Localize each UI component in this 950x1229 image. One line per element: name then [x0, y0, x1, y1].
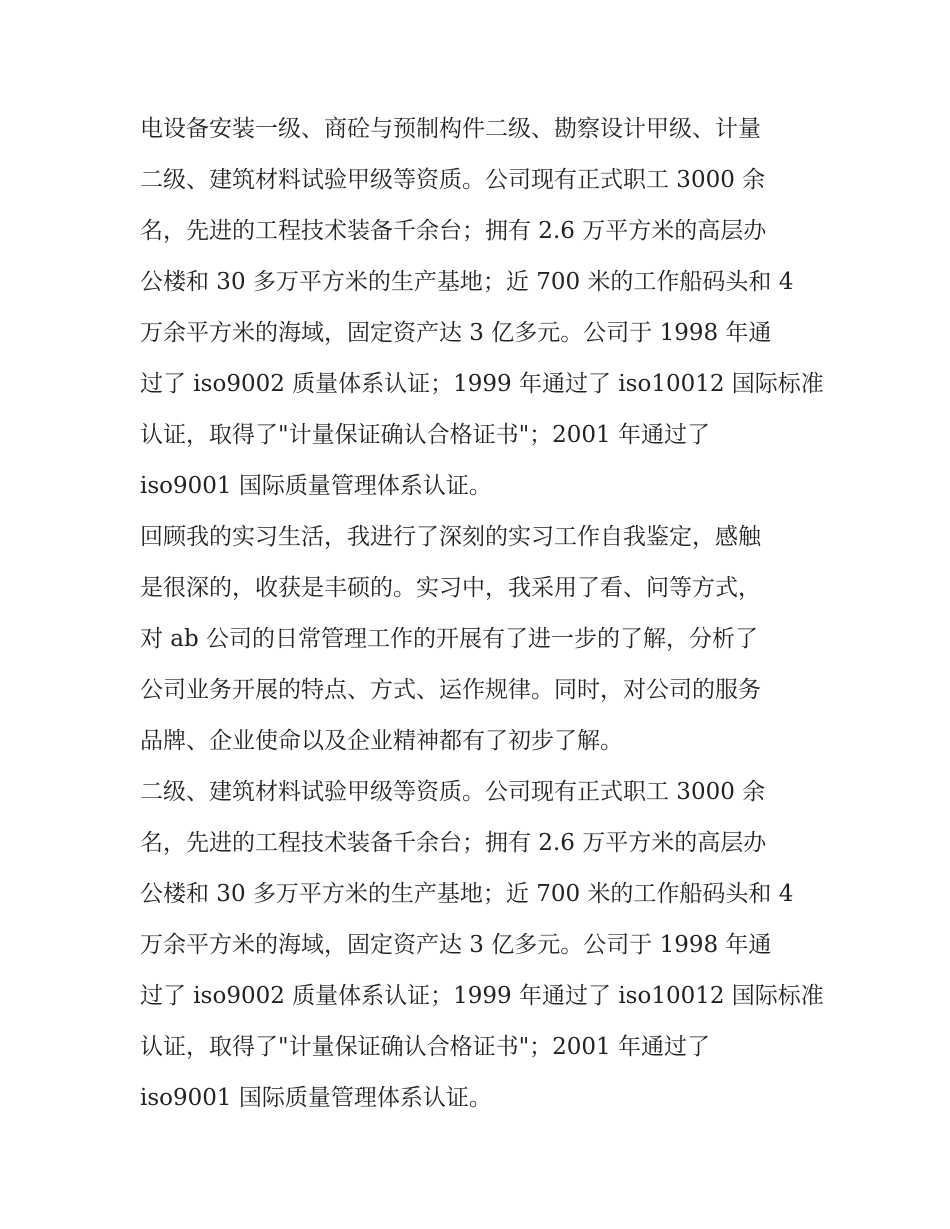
text-line: 是很深的，收获是丰硕的。实习中，我采用了看、问等方式，: [140, 575, 761, 601]
text-line: 电设备安装一级、商砼与预制构件二级、勘察设计甲级、计量: [140, 116, 761, 142]
text-line: 品牌、企业使命以及企业精神都有了初步了解。: [140, 728, 623, 754]
text-line: iso9001 国际质量管理体系认证。: [140, 1085, 492, 1111]
text-line: 认证，取得了"计量保证确认合格证书"；2001 年通过了: [140, 1034, 711, 1060]
text-line: 过了 iso9002 质量体系认证；1999 年通过了 iso10012 国际标准: [140, 371, 824, 397]
text-line: 回顾我的实习生活，我进行了深刻的实习工作自我鉴定，感触: [140, 524, 761, 550]
text-line: 过了 iso9002 质量体系认证；1999 年通过了 iso10012 国际标准: [140, 983, 824, 1009]
text-line: 万余平方米的海域，固定资产达 3 亿多元。公司于 1998 年通: [140, 320, 772, 346]
text-line: 名，先进的工程技术装备千余台；拥有 2.6 万平方米的高层办: [140, 218, 767, 244]
text-line: 万余平方米的海域，固定资产达 3 亿多元。公司于 1998 年通: [140, 932, 772, 958]
paragraph-company-qualifications-repeat: [140, 767, 824, 1124]
paragraph-internship-review: [140, 512, 820, 767]
text-line: 名，先进的工程技术装备千余台；拥有 2.6 万平方米的高层办: [140, 830, 767, 856]
text-line: 公楼和 30 多万平方米的生产基地；近 700 米的工作船码头和 4: [140, 881, 794, 907]
text-line: 二级、建筑材料试验甲级等资质。公司现有正式职工 3000 余: [140, 779, 766, 805]
document-body: [140, 104, 824, 1124]
text-line: 公楼和 30 多万平方米的生产基地；近 700 米的工作船码头和 4: [140, 269, 794, 295]
text-line: 公司业务开展的特点、方式、运作规律。同时，对公司的服务: [140, 677, 761, 703]
text-line: 二级、建筑材料试验甲级等资质。公司现有正式职工 3000 余: [140, 167, 766, 193]
text-line: 对 ab 公司的日常管理工作的开展有了进一步的了解，分析了: [140, 626, 759, 652]
text-line: 认证，取得了"计量保证确认合格证书"；2001 年通过了: [140, 422, 711, 448]
paragraph-company-qualifications: [140, 104, 824, 512]
text-line: iso9001 国际质量管理体系认证。: [140, 473, 492, 499]
